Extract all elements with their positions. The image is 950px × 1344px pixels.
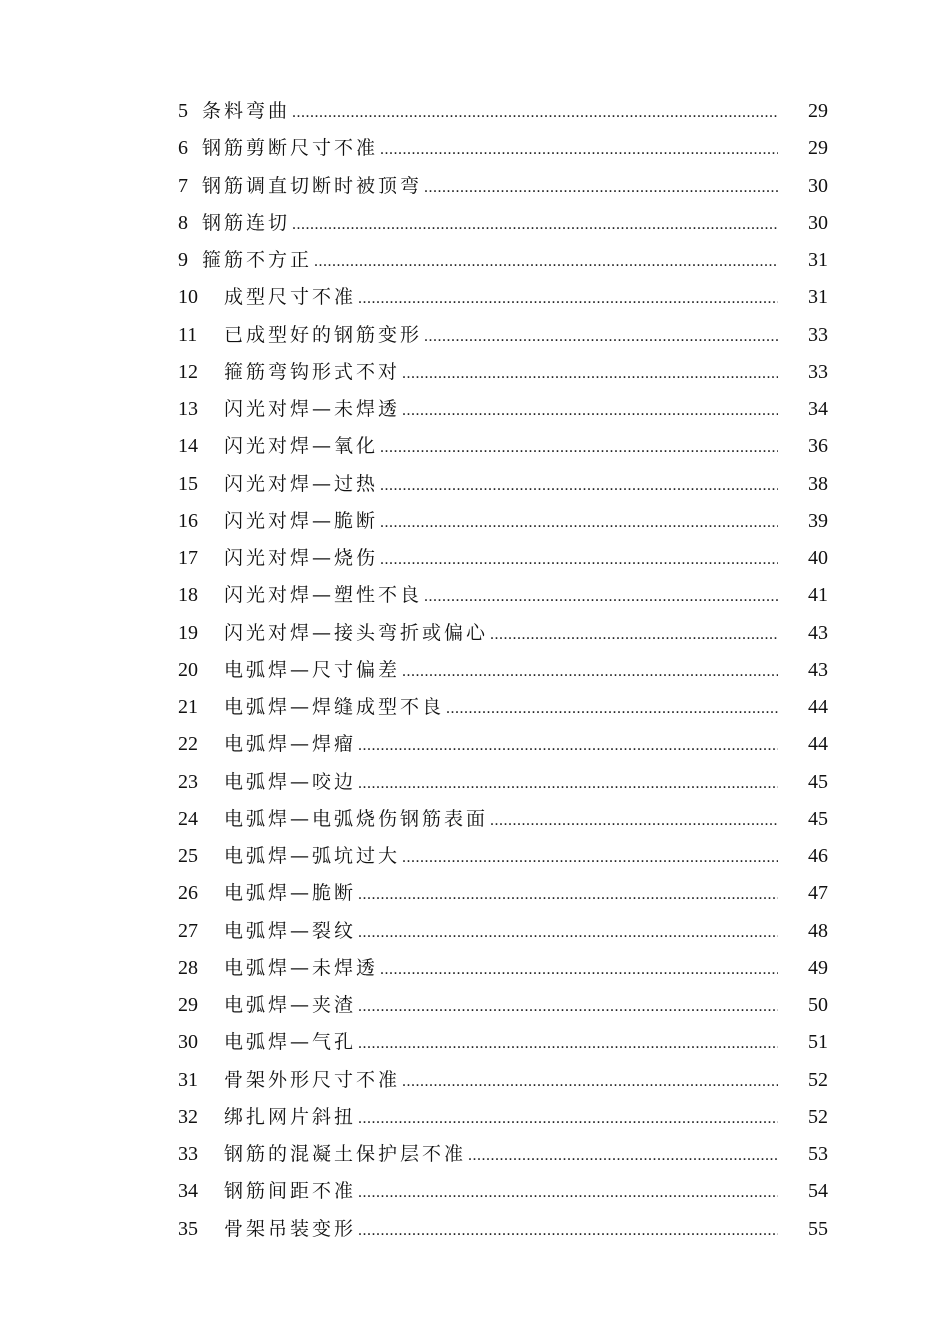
toc-entry-number: 35 (178, 1217, 198, 1240)
toc-entry-page-number: 53 (808, 1143, 828, 1165)
toc-entry-number: 26 (178, 882, 198, 905)
toc-entry-page-number: 55 (808, 1217, 828, 1240)
toc-entry[interactable] (178, 987, 828, 1024)
toc-entry-page-number: 44 (808, 696, 828, 718)
toc-entry-page-number: 30 (808, 211, 828, 234)
toc-entry-number: 10 (178, 286, 198, 309)
toc-entry-title: 闪光对焊—脆断 (224, 509, 379, 532)
toc-entry-title: 闪光对焊—氧化 (224, 435, 379, 458)
toc-dot-leader (424, 578, 778, 615)
toc-entry-title: 箍筋弯钩形式不对 (224, 360, 401, 383)
toc-dot-leader (358, 1100, 778, 1137)
toc-dot-leader (424, 169, 778, 206)
toc-entry-title: 电弧焊—弧坑过大 (224, 845, 401, 867)
toc-entry-number: 29 (178, 994, 198, 1016)
toc-entry[interactable] (178, 168, 828, 205)
toc-entry[interactable] (178, 726, 828, 763)
toc-entry[interactable] (178, 317, 828, 354)
toc-entry[interactable] (178, 242, 828, 279)
toc-entry-page-number: 39 (808, 509, 828, 532)
toc-dot-leader (292, 94, 778, 131)
toc-entry-number: 30 (178, 1031, 198, 1054)
toc-dot-leader (468, 1137, 778, 1174)
toc-entry[interactable] (178, 503, 828, 540)
toc-entry-number: 17 (178, 547, 198, 569)
toc-entry-page-number: 33 (808, 360, 828, 383)
toc-dot-leader (402, 392, 778, 429)
toc-entry[interactable] (178, 577, 828, 614)
toc-entry-title: 电弧焊—未焊透 (224, 956, 379, 979)
toc-entry[interactable] (178, 1211, 828, 1248)
toc-entry-page-number: 50 (808, 994, 828, 1016)
toc-entry-number: 28 (178, 956, 198, 979)
toc-entry-number: 8 (178, 211, 188, 234)
toc-entry-title: 骨架吊装变形 (224, 1217, 357, 1240)
toc-entry-title: 电弧焊—夹渣 (224, 994, 357, 1016)
toc-dot-leader (380, 467, 778, 504)
toc-entry-page-number: 54 (808, 1180, 828, 1203)
toc-dot-leader (402, 839, 778, 876)
toc-entry-title: 箍筋不方正 (202, 249, 313, 271)
toc-entry[interactable] (178, 1024, 828, 1061)
toc-entry[interactable] (178, 93, 828, 130)
toc-entry[interactable] (178, 1099, 828, 1136)
toc-dot-leader (424, 318, 778, 355)
toc-entry-title: 电弧焊—裂纹 (224, 919, 357, 942)
toc-entry[interactable] (178, 130, 828, 167)
toc-entry[interactable] (178, 838, 828, 875)
toc-entry[interactable] (178, 652, 828, 689)
toc-dot-leader (380, 541, 778, 578)
toc-entry-title: 闪光对焊—过热 (224, 472, 379, 495)
toc-entry[interactable] (178, 354, 828, 391)
toc-entry-page-number: 41 (808, 584, 828, 607)
toc-entry-number: 20 (178, 658, 198, 681)
toc-entry-page-number: 46 (808, 845, 828, 867)
toc-dot-leader (380, 131, 778, 168)
toc-entry[interactable] (178, 279, 828, 316)
toc-entry-number: 13 (178, 398, 198, 420)
toc-entry[interactable] (178, 205, 828, 242)
toc-entry[interactable] (178, 689, 828, 726)
toc-entry-page-number: 29 (808, 137, 828, 160)
toc-entry-title: 钢筋调直切断时被顶弯 (202, 174, 423, 197)
toc-dot-leader (490, 616, 778, 653)
toc-entry-page-number: 52 (808, 1105, 828, 1128)
toc-entry-title: 已成型好的钢筋变形 (224, 323, 423, 346)
toc-dot-leader (358, 765, 778, 802)
toc-entry-page-number: 51 (808, 1031, 828, 1054)
toc-entry-title: 电弧焊—尺寸偏差 (224, 658, 401, 681)
toc-entry-title: 条料弯曲 (202, 100, 291, 122)
toc-entry[interactable] (178, 466, 828, 503)
toc-entry-number: 34 (178, 1180, 198, 1203)
toc-entry-number: 25 (178, 845, 198, 867)
toc-dot-leader (358, 1212, 778, 1249)
toc-dot-leader (380, 951, 778, 988)
toc-entry-number: 22 (178, 733, 198, 756)
toc-entry-page-number: 43 (808, 658, 828, 681)
toc-dot-leader (358, 914, 778, 951)
toc-entry-title: 绑扎网片斜扭 (224, 1105, 357, 1128)
toc-dot-leader (380, 504, 778, 541)
toc-dot-leader (358, 1174, 778, 1211)
toc-entry[interactable] (178, 875, 828, 912)
toc-dot-leader (314, 243, 778, 280)
toc-entry-page-number: 49 (808, 956, 828, 979)
toc-dot-leader (402, 1063, 778, 1100)
toc-entry-title: 电弧焊—咬边 (224, 770, 357, 793)
toc-entry-number: 23 (178, 770, 198, 793)
toc-entry-page-number: 29 (808, 100, 828, 122)
toc-entry[interactable] (178, 801, 828, 838)
toc-entry-page-number: 48 (808, 919, 828, 942)
toc-entry-page-number: 31 (808, 249, 828, 271)
toc-dot-leader (402, 355, 778, 392)
toc-entry-number: 16 (178, 509, 198, 532)
toc-entry[interactable] (178, 391, 828, 428)
table-of-contents (178, 93, 828, 1248)
toc-entry-title: 钢筋的混凝土保护层不准 (224, 1143, 467, 1165)
toc-dot-leader (358, 280, 778, 317)
toc-entry-title: 电弧焊—焊瘤 (224, 733, 357, 756)
toc-entry[interactable] (178, 428, 828, 465)
toc-dot-leader (490, 802, 778, 839)
toc-entry-title: 闪光对焊—烧伤 (224, 547, 379, 569)
toc-dot-leader (380, 429, 778, 466)
toc-entry-page-number: 36 (808, 435, 828, 458)
toc-entry-page-number: 38 (808, 472, 828, 495)
toc-entry-number: 9 (178, 249, 188, 271)
toc-entry-number: 21 (178, 696, 198, 718)
toc-entry-number: 31 (178, 1068, 198, 1091)
toc-entry-title: 电弧焊—电弧烧伤钢筋表面 (224, 807, 489, 830)
toc-entry[interactable] (178, 1173, 828, 1210)
toc-entry[interactable] (178, 950, 828, 987)
toc-entry-page-number: 34 (808, 398, 828, 420)
toc-entry-number: 24 (178, 807, 198, 830)
toc-dot-leader (358, 988, 778, 1025)
toc-entry[interactable] (178, 615, 828, 652)
toc-entry-title: 钢筋剪断尺寸不准 (202, 137, 379, 160)
toc-dot-leader (402, 653, 778, 690)
toc-entry-number: 27 (178, 919, 198, 942)
toc-entry-page-number: 45 (808, 807, 828, 830)
toc-entry-number: 18 (178, 584, 198, 607)
toc-entry-page-number: 30 (808, 174, 828, 197)
toc-entry-page-number: 31 (808, 286, 828, 309)
toc-dot-leader (292, 206, 778, 243)
toc-dot-leader (446, 690, 778, 727)
toc-entry[interactable] (178, 1062, 828, 1099)
toc-entry-page-number: 43 (808, 621, 828, 644)
toc-entry-number: 7 (178, 174, 188, 197)
toc-dot-leader (358, 727, 778, 764)
toc-entry-number: 15 (178, 472, 198, 495)
toc-entry-title: 钢筋连切 (202, 211, 291, 234)
toc-entry-number: 32 (178, 1105, 198, 1128)
toc-entry-title: 电弧焊—焊缝成型不良 (224, 696, 445, 718)
toc-entry-number: 12 (178, 360, 198, 383)
toc-entry-title: 钢筋间距不准 (224, 1180, 357, 1203)
toc-entry[interactable] (178, 913, 828, 950)
toc-entry-title: 闪光对焊—接头弯折或偏心 (224, 621, 489, 644)
toc-entry[interactable] (178, 1136, 828, 1173)
toc-entry-number: 19 (178, 621, 198, 644)
toc-entry-page-number: 52 (808, 1068, 828, 1091)
toc-entry-page-number: 33 (808, 323, 828, 346)
toc-entry-page-number: 47 (808, 882, 828, 905)
toc-entry-title: 电弧焊—气孔 (224, 1031, 357, 1054)
toc-entry-title: 闪光对焊—未焊透 (224, 398, 401, 420)
toc-entry-number: 6 (178, 137, 188, 160)
toc-entry-page-number: 40 (808, 547, 828, 569)
toc-entry-number: 14 (178, 435, 198, 458)
toc-entry-title: 成型尺寸不准 (224, 286, 357, 309)
toc-entry-title: 电弧焊—脆断 (224, 882, 357, 905)
toc-entry[interactable] (178, 764, 828, 801)
toc-entry-number: 11 (178, 323, 198, 346)
toc-entry-page-number: 45 (808, 770, 828, 793)
toc-entry-number: 5 (178, 100, 188, 122)
toc-dot-leader (358, 1025, 778, 1062)
toc-entry-number: 33 (178, 1143, 198, 1165)
toc-entry-title: 闪光对焊—塑性不良 (224, 584, 423, 607)
toc-entry[interactable] (178, 540, 828, 577)
toc-entry-page-number: 44 (808, 733, 828, 756)
toc-entry-title: 骨架外形尺寸不准 (224, 1068, 401, 1091)
toc-dot-leader (358, 876, 778, 913)
